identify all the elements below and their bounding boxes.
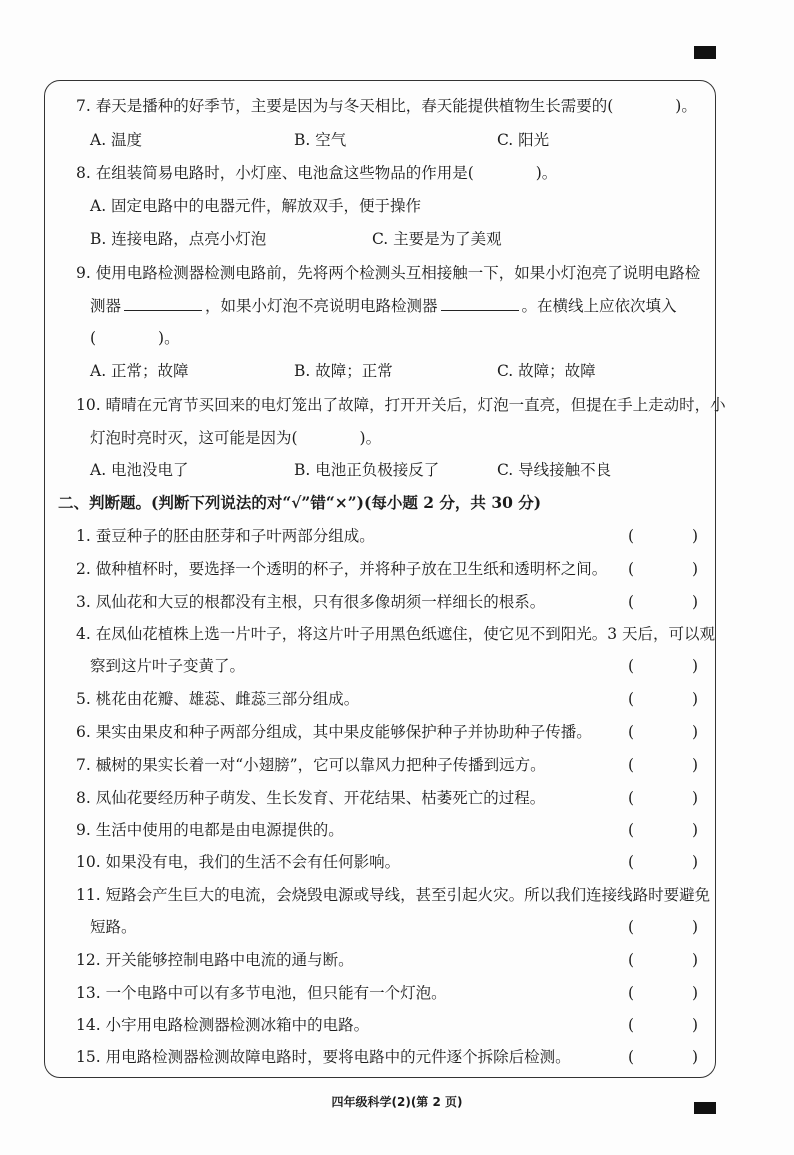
question-9-text-b: ，如果小灯泡不亮说明电路检测器 xyxy=(205,297,438,315)
judgment-item-8: 8. 凤仙花要经历种子萌发、生长发育、开花结果、枯萎死亡的过程。 xyxy=(76,789,546,807)
question-9-text-c: 。在横线上应依次填入 xyxy=(521,297,677,315)
question-7-stem: 7. 春天是播种的好季节，主要是因为与冬天相比，春天能提供植物生长需要的( )。 xyxy=(76,97,697,115)
judgment-item-2: 2. 做种植杯时，要选择一个透明的杯子，并将种子放在卫生纸和透明杯之间。 xyxy=(76,560,608,578)
question-8-option-c: C. 主要是为了美观 xyxy=(372,230,502,248)
section-2-title: 二、判断题。(判断下列说法的对“√”错“×”)(每小题 2 分，共 30 分) xyxy=(58,493,542,512)
question-8-stem: 8. 在组装简易电路时，小灯座、电池盒这些物品的作用是( )。 xyxy=(76,164,558,182)
answer-paren-14[interactable]: ( ) xyxy=(628,1016,698,1034)
answer-paren-7[interactable]: ( ) xyxy=(628,756,698,774)
judgment-item-14: 14. 小宇用电路检测器检测冰箱中的电路。 xyxy=(76,1016,370,1034)
question-8-option-b: B. 连接电路，点亮小灯泡 xyxy=(90,230,267,248)
question-7-option-c: C. 阳光 xyxy=(497,131,550,149)
judgment-item-5: 5. 桃花由花瓣、雄蕊、雌蕊三部分组成。 xyxy=(76,690,360,708)
question-8-option-a: A. 固定电路中的电器元件，解放双手，便于操作 xyxy=(90,197,422,215)
answer-paren-1[interactable]: ( ) xyxy=(628,527,698,545)
judgment-item-11-line-2: 短路。 xyxy=(90,918,137,936)
judgment-item-7: 7. 槭树的果实长着一对“小翅膀”，它可以靠风力把种子传播到远方。 xyxy=(76,756,546,774)
question-10-option-c: C. 导线接触不良 xyxy=(497,461,612,479)
judgment-item-6: 6. 果实由果皮和种子两部分组成，其中果皮能够保护种子并协助种子传播。 xyxy=(76,723,592,741)
judgment-item-1: 1. 蚕豆种子的胚由胚芽和子叶两部分组成。 xyxy=(76,527,375,545)
judgment-item-15: 15. 用电路检测器检测故障电路时，要将电路中的元件逐个拆除后检测。 xyxy=(76,1048,571,1066)
judgment-item-11-line-1: 11. 短路会产生巨大的电流，会烧毁电源或导线，甚至引起火灾。所以我们连接线路时要避免 xyxy=(76,886,711,904)
question-10-option-a: A. 电池没电了 xyxy=(90,461,189,479)
question-9-stem-line-3: ( )。 xyxy=(90,329,180,347)
question-9-text-a: 测器 xyxy=(90,297,122,315)
judgment-item-9: 9. 生活中使用的电都是由电源提供的。 xyxy=(76,821,344,839)
question-9-option-a: A. 正常；故障 xyxy=(90,362,189,380)
question-10-option-b: B. 电池正负极接反了 xyxy=(294,461,440,479)
judgment-item-13: 13. 一个电路中可以有多节电池，但只能有一个灯泡。 xyxy=(76,984,447,1002)
question-7-option-b: B. 空气 xyxy=(294,131,347,149)
question-9-blank-1 xyxy=(124,296,202,311)
answer-paren-5[interactable]: ( ) xyxy=(628,690,698,708)
question-9-option-c: C. 故障；故障 xyxy=(497,362,596,380)
judgment-item-3: 3. 凤仙花和大豆的根都没有主根，只有很多像胡须一样细长的根系。 xyxy=(76,593,546,611)
registration-mark-top xyxy=(694,46,716,59)
question-9-stem-line-2 xyxy=(90,296,677,316)
answer-paren-2[interactable]: ( ) xyxy=(628,560,698,578)
answer-paren-6[interactable]: ( ) xyxy=(628,723,698,741)
question-9-stem-line-1: 9. 使用电路检测器检测电路前，先将两个检测头互相接触一下，如果小灯泡亮了说明电路检 xyxy=(76,264,701,282)
answer-paren-3[interactable]: ( ) xyxy=(628,593,698,611)
question-9-blank-2 xyxy=(441,296,519,311)
question-9-option-b: B. 故障；正常 xyxy=(294,362,393,380)
judgment-item-12: 12. 开关能够控制电路中电流的通与断。 xyxy=(76,951,354,969)
page-footer: 四年级科学(2)(第 2 页) xyxy=(331,1095,463,1109)
answer-paren-8[interactable]: ( ) xyxy=(628,789,698,807)
question-10-stem-line-2: 灯泡时亮时灭，这可能是因为( )。 xyxy=(90,429,382,447)
registration-mark-bottom xyxy=(694,1102,716,1114)
answer-paren-12[interactable]: ( ) xyxy=(628,951,698,969)
question-7-option-a: A. 温度 xyxy=(90,131,143,149)
judgment-item-4-line-2: 察到这片叶子变黄了。 xyxy=(90,657,246,675)
judgment-item-10: 10. 如果没有电，我们的生活不会有任何影响。 xyxy=(76,853,401,871)
answer-paren-10[interactable]: ( ) xyxy=(628,853,698,871)
answer-paren-4[interactable]: ( ) xyxy=(628,657,698,675)
answer-paren-11[interactable]: ( ) xyxy=(628,918,698,936)
question-10-stem-line-1: 10. 晴晴在元宵节买回来的电灯笼出了故障，打开开关后，灯泡一直亮，但提在手上走动时，小 xyxy=(76,396,726,414)
judgment-item-4-line-1: 4. 在凤仙花植株上选一片叶子，将这片叶子用黑色纸遮住，使它见不到阳光。3 天后，可以观 xyxy=(76,625,716,643)
answer-paren-13[interactable]: ( ) xyxy=(628,984,698,1002)
answer-paren-9[interactable]: ( ) xyxy=(628,821,698,839)
answer-paren-15[interactable]: ( ) xyxy=(628,1048,698,1066)
